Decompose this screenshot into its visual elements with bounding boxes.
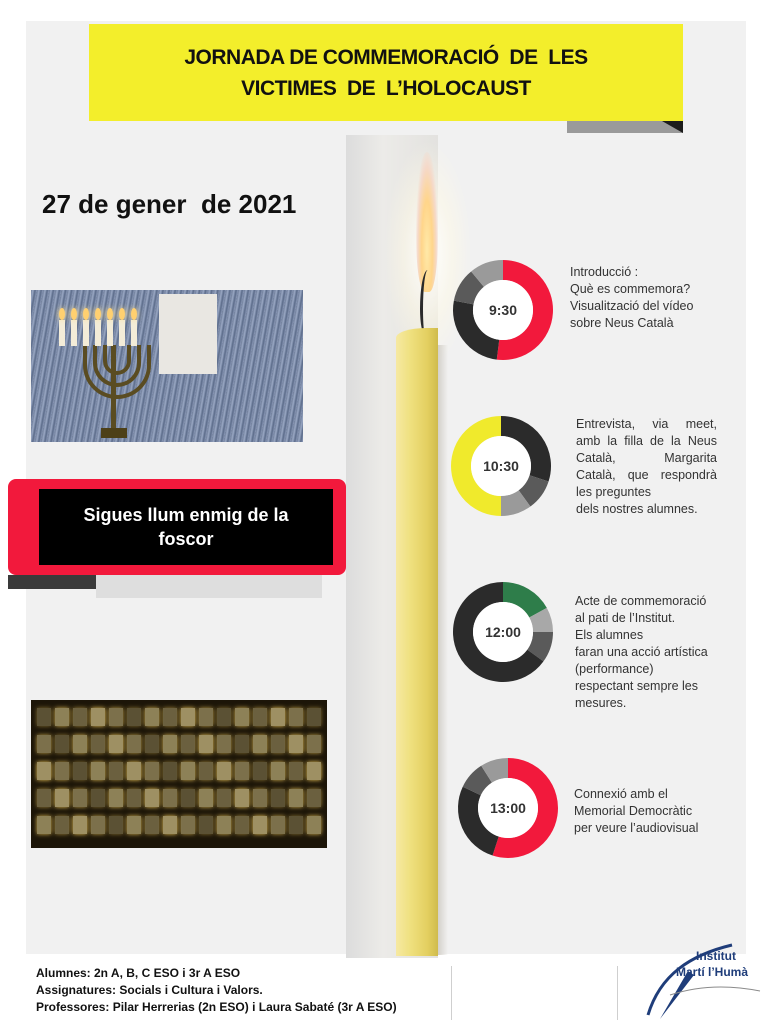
menorah-flame [119, 308, 125, 320]
memorial-frame [163, 762, 177, 780]
slogan-shadow-dark [8, 575, 96, 589]
memorial-frame [289, 708, 303, 726]
memorial-frame [253, 762, 267, 780]
description-line: Acte de commemoració [575, 594, 707, 608]
description-line: Introducció : [570, 265, 639, 279]
memorial-frame [73, 762, 87, 780]
memorial-frame [271, 789, 285, 807]
memorial-frame [181, 735, 195, 753]
description-line: Memorial Democràtic [574, 804, 693, 818]
memorial-frame [235, 735, 249, 753]
memorial-frame [37, 816, 51, 834]
credits-teachers: Professores: Pilar Herrerias (2n ESO) i Laura Sabaté (3r A ESO) [36, 1000, 397, 1014]
memorial-frame [307, 735, 321, 753]
memorial-frame [217, 816, 231, 834]
memorial-frame [145, 789, 159, 807]
memorial-frame [55, 708, 69, 726]
description-line: al pati de l’Institut. [575, 611, 676, 625]
menorah-flame [83, 308, 89, 320]
memorial-frame [307, 816, 321, 834]
memorial-frame [235, 708, 249, 726]
memorial-frame [253, 735, 267, 753]
schedule-donut-1 [451, 258, 555, 362]
drawing-paper [159, 294, 217, 374]
memorial-frame [199, 735, 213, 753]
memorial-frame [109, 816, 123, 834]
memorial-frame [145, 762, 159, 780]
memorial-frame [235, 816, 249, 834]
memorial-frame [271, 762, 285, 780]
description-line: sobre Neus Català [570, 316, 674, 330]
menorah-flame [59, 308, 65, 320]
memorial-frame [37, 789, 51, 807]
description-line: les preguntes [576, 485, 652, 499]
schedule-donut-3 [451, 580, 555, 684]
memorial-frame [109, 735, 123, 753]
memorial-frame [109, 708, 123, 726]
wick-icon [420, 270, 433, 335]
event-date: 27 de gener de 2021 [42, 189, 297, 219]
footer-divider [617, 966, 618, 1020]
credits-subjects: Assignatures: Socials i Cultura i Valors. [36, 983, 263, 997]
memorial-frame [37, 735, 51, 753]
credits [36, 965, 397, 1016]
schedule-description-1 [570, 264, 720, 332]
memorial-frame [289, 816, 303, 834]
menorah-candle [83, 320, 89, 346]
description-line: Connexió amb el [574, 787, 668, 801]
memorial-frame [163, 735, 177, 753]
memorial-frame [55, 789, 69, 807]
memorial-frame [217, 735, 231, 753]
memorial-frame [91, 789, 105, 807]
memorial-frame [73, 735, 87, 753]
description-line: respectant sempre les [575, 679, 698, 693]
memorial-frame [163, 708, 177, 726]
memorial-frame [91, 816, 105, 834]
memorial-frame [181, 816, 195, 834]
memorial-frame [91, 762, 105, 780]
description-line: Entrevista, via meet, [576, 417, 717, 431]
memorial-frame [73, 816, 87, 834]
memorial-frame [307, 762, 321, 780]
schedule-description-2 [576, 416, 717, 518]
memorial-frame [217, 762, 231, 780]
schedule-donut-4 [456, 756, 560, 860]
menorah-base [101, 428, 127, 438]
memorial-frame [199, 762, 213, 780]
menorah-candle [119, 320, 125, 346]
credits-students: Alumnes: 2n A, B, C ESO i 3r A ESO [36, 966, 241, 980]
schedule-time: 10:30 [483, 458, 519, 474]
schedule-time: 9:30 [488, 302, 518, 318]
memorial-frame [73, 789, 87, 807]
menorah-flame [131, 308, 137, 320]
schedule-donut-2 [449, 414, 553, 518]
schedule-description-3 [575, 593, 725, 712]
memorial-frame [253, 789, 267, 807]
memorial-frame [271, 735, 285, 753]
memorial-frame [55, 735, 69, 753]
logo-line-2: Martí l’Humà [676, 965, 749, 979]
description-line: dels nostres alumnes. [576, 502, 698, 516]
description-line: per veure l’audiovisual [574, 821, 699, 835]
slogan-box [39, 489, 333, 565]
memorial-frame [91, 735, 105, 753]
memorial-frame [73, 708, 87, 726]
slogan-line-2: foscor [158, 529, 214, 549]
schedule-time: 12:00 [485, 624, 521, 640]
memorial-frame [127, 735, 141, 753]
memorial-frame [217, 708, 231, 726]
memorial-frame [127, 708, 141, 726]
memorial-frame [253, 708, 267, 726]
memorial-frame [199, 789, 213, 807]
menorah-photo [31, 290, 303, 442]
slogan-line-1: Sigues llum enmig de la [83, 505, 289, 525]
description-line: (performance) [575, 662, 654, 676]
memorial-frame [109, 789, 123, 807]
memorial-frame [199, 816, 213, 834]
memorial-frame [271, 816, 285, 834]
slogan-shadow [96, 575, 322, 598]
description-line: Visualització del vídeo [570, 299, 694, 313]
menorah-candle [59, 320, 65, 346]
title-shadow-corner [662, 121, 683, 133]
memorial-frame [145, 708, 159, 726]
candle-shade [438, 345, 448, 955]
description-line: Català, que respondrà [576, 468, 717, 482]
candle-icon [396, 328, 438, 956]
memorial-frame [127, 816, 141, 834]
description-line: amb la filla de la Neus [576, 434, 717, 448]
memorial-frame [127, 762, 141, 780]
menorah-arm [103, 345, 131, 375]
memorial-frame [289, 789, 303, 807]
memorial-frame [37, 762, 51, 780]
memorial-frame [181, 789, 195, 807]
menorah-flame [95, 308, 101, 320]
title-line-2: VICTIMES DE L’HOLOCAUST [241, 76, 531, 100]
title-banner [89, 24, 683, 121]
memorial-frame [307, 708, 321, 726]
memorial-wall-photo [31, 700, 327, 848]
memorial-frame [37, 708, 51, 726]
memorial-frame [307, 789, 321, 807]
memorial-frame [55, 762, 69, 780]
memorial-frame [235, 762, 249, 780]
school-logo [640, 935, 770, 1023]
description-line: mesures. [575, 696, 627, 710]
menorah-candle [95, 320, 101, 346]
menorah-flame [107, 308, 113, 320]
memorial-frame [91, 708, 105, 726]
memorial-frame [181, 762, 195, 780]
memorial-frame [289, 762, 303, 780]
memorial-frame [127, 789, 141, 807]
memorial-frame [217, 789, 231, 807]
memorial-frame [235, 789, 249, 807]
footer-divider [451, 966, 452, 1020]
memorial-frame [289, 735, 303, 753]
menorah-candle [131, 320, 137, 346]
memorial-frame [145, 816, 159, 834]
memorial-frame [163, 789, 177, 807]
logo-line-1: Institut [696, 949, 736, 963]
memorial-frame [253, 816, 267, 834]
description-line: Què es commemora? [570, 282, 691, 296]
menorah-flame [71, 308, 77, 320]
memorial-frame [199, 708, 213, 726]
memorial-frame [181, 708, 195, 726]
memorial-frame [55, 816, 69, 834]
title-line-1: JORNADA DE COMMEMORACIÓ DE LES [184, 45, 588, 69]
schedule-time: 13:00 [490, 800, 526, 816]
description-line: Català, Margarita [576, 451, 717, 465]
memorial-frame [163, 816, 177, 834]
memorial-frame [145, 735, 159, 753]
memorial-frame [271, 708, 285, 726]
menorah-candle [107, 320, 113, 346]
schedule-description-4 [574, 786, 724, 837]
memorial-frame [109, 762, 123, 780]
menorah-candle [71, 320, 77, 346]
description-line: Els alumnes [575, 628, 644, 642]
description-line: faran una acció artística [575, 645, 708, 659]
